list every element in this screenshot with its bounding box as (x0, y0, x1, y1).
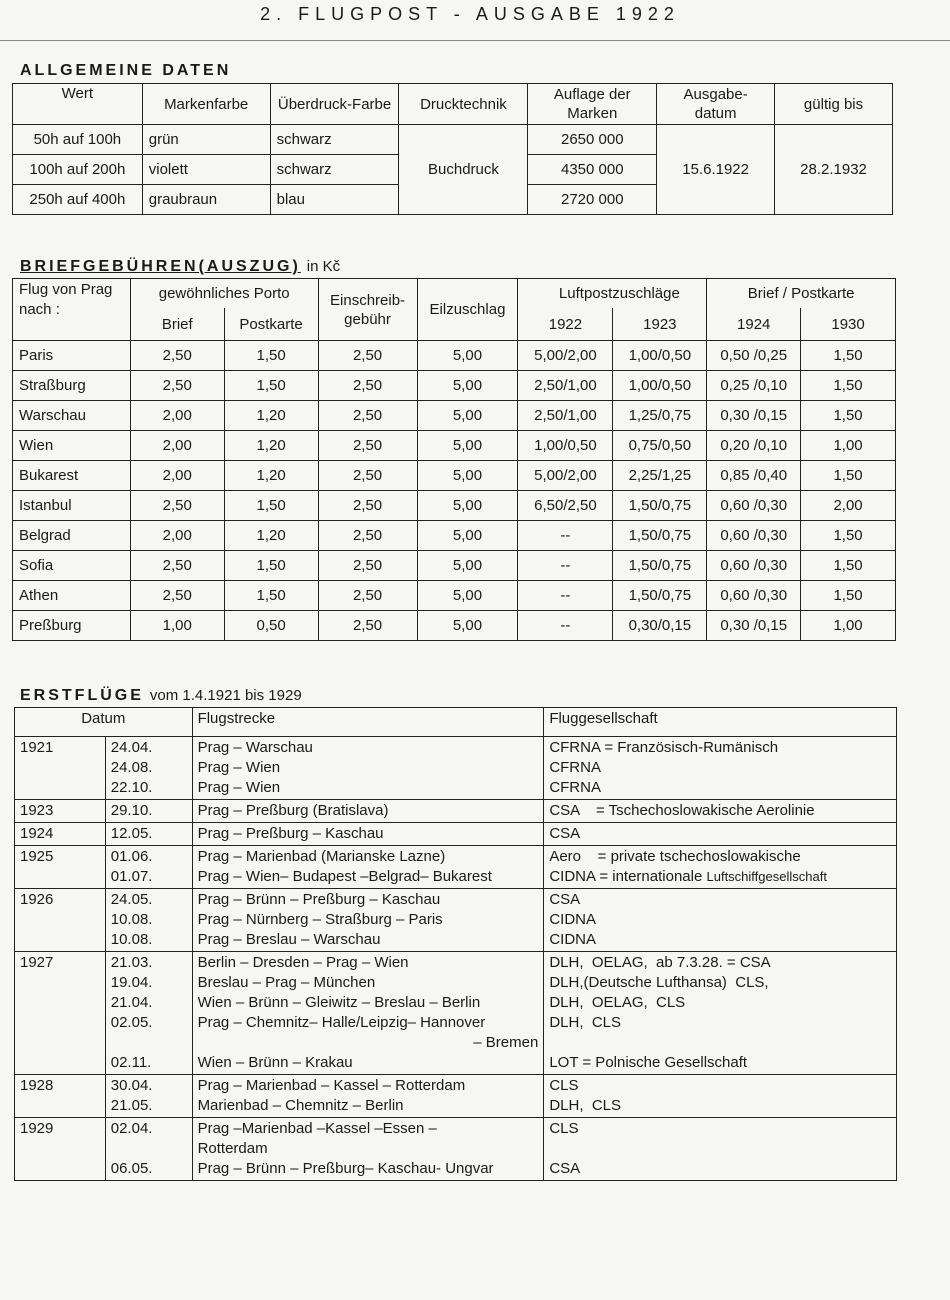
header-datum: Datum (15, 708, 193, 737)
table-row (15, 889, 897, 952)
line-item: 29.10. (110, 802, 153, 819)
cell-value: 5,00 (417, 521, 518, 551)
cell-dates (105, 846, 192, 889)
line-item: 30.04. (110, 1077, 153, 1094)
line-item (549, 1139, 891, 1159)
header-einschreib: Einschreib-gebühr (318, 279, 417, 341)
line-item: 19.04. (110, 974, 153, 991)
cell-value: 6,50/2,50 (518, 491, 613, 521)
cell-destination: Sofia (13, 551, 131, 581)
line-item: 02.11. (110, 1054, 152, 1071)
cell-destination: Bukarest (13, 461, 131, 491)
postage-table (12, 278, 896, 641)
cell-value: -- (518, 521, 613, 551)
cell-value: 2,50 (318, 551, 417, 581)
section-title-erst-text: ERSTFLÜGE (20, 687, 144, 704)
cell-dates (105, 737, 192, 800)
cell-value: 5,00 (417, 461, 518, 491)
cell-value: 1,50 (801, 341, 896, 371)
table-row (15, 952, 897, 1075)
header-gueltig: gültig bis (775, 84, 893, 125)
header-brief-postkarte: Brief / Postkarte (707, 279, 896, 309)
line-item: CSA (549, 891, 581, 908)
table-row (15, 1075, 897, 1118)
cell-value: 0,60 /0,30 (707, 521, 801, 551)
table-row (15, 737, 897, 800)
table-row (13, 341, 896, 371)
line-item: Prag – Breslau – Warschau (197, 931, 381, 948)
line-item: 24.08. (110, 759, 153, 776)
cell-gueltig: 28.2.1932 (775, 125, 893, 215)
cell-value: 5,00/2,00 (518, 341, 613, 371)
cell-routes (192, 846, 544, 889)
first-flight-rows (15, 737, 897, 1181)
table-row (13, 125, 893, 155)
cell-value: 1,50 (224, 551, 318, 581)
cell-value: 5,00 (417, 371, 518, 401)
section-title-erst (20, 687, 302, 705)
line-item: 06.05. (110, 1160, 153, 1177)
line-item: CFRNA (549, 759, 601, 776)
cell-value: 0,60 /0,30 (707, 581, 801, 611)
cell-value: 1,50 (801, 371, 896, 401)
cell-value: 2,50 (318, 611, 417, 641)
cell-destination: Warschau (13, 401, 131, 431)
line-item: DLH,(Deutsche Lufthansa) CLS, (549, 974, 769, 991)
cell-wert: 50h auf 100h (13, 125, 143, 155)
cell-dates (105, 952, 192, 1075)
cell-auflage: 4350 000 (528, 155, 657, 185)
cell-airlines (544, 1075, 897, 1118)
cell-value: 1,20 (224, 431, 318, 461)
cell-dates (105, 800, 192, 823)
cell-destination: Istanbul (13, 491, 131, 521)
line-item: DLH, OELAG, CLS (549, 994, 686, 1011)
cell-value: 0,85 /0,40 (707, 461, 801, 491)
cell-value: 2,50 (130, 491, 224, 521)
cell-value: 0,30/0,15 (613, 611, 707, 641)
section-title-brief-text: BRIEFGEBÜHREN(AUSZUG) (20, 258, 301, 275)
line-item: Marienbad – Chemnitz – Berlin (197, 1097, 404, 1114)
cell-value: 0,75/0,50 (613, 431, 707, 461)
line-item: Berlin – Dresden – Prag – Wien (197, 954, 409, 971)
cell-value: 1,50 (801, 461, 896, 491)
table-row (13, 611, 896, 641)
line-item: 21.05. (110, 1097, 153, 1114)
header-year: 1924 (707, 308, 801, 341)
line-item: Prag – Wien– Budapest –Belgrad– Bukarest (197, 868, 492, 885)
line-item: CSA = Tschechoslowakische Aerolinie (549, 802, 815, 819)
header-ausgabedatum: Ausgabe-datum (657, 84, 775, 125)
cell-value: 1,50/0,75 (613, 521, 707, 551)
section-title-erst-range: vom 1.4.1921 bis 1929 (149, 687, 302, 704)
cell-value: 2,50 (130, 371, 224, 401)
header-year: 1923 (613, 308, 707, 341)
general-data-table (12, 83, 893, 215)
header-year: 1930 (801, 308, 896, 341)
section-title-brief (20, 258, 340, 276)
line-item: 01.07. (110, 868, 153, 885)
cell-value: 5,00 (417, 491, 518, 521)
line-item: 24.04. (110, 739, 153, 756)
cell-value: 1,50 (224, 491, 318, 521)
line-item: CIDNA (549, 931, 596, 948)
cell-routes (192, 737, 544, 800)
table-row (15, 823, 897, 846)
line-item: 02.05. (110, 1014, 153, 1031)
cell-destination: Wien (13, 431, 131, 461)
cell-destination: Paris (13, 341, 131, 371)
cell-airlines (544, 846, 897, 889)
line-item: DLH, CLS (549, 1014, 622, 1031)
cell-value: 2,00 (130, 401, 224, 431)
cell-value: 2,50 (318, 431, 417, 461)
cell-value: 2,50 (318, 341, 417, 371)
cell-value: 2,00 (130, 461, 224, 491)
cell-year: 1923 (15, 800, 106, 823)
cell-value: 0,20 /0,10 (707, 431, 801, 461)
cell-ueberdruck: blau (270, 185, 399, 215)
header-drucktechnik: Drucktechnik (399, 84, 528, 125)
table-row (13, 431, 896, 461)
page-title: 2. FLUGPOST - AUSGABE 1922 (260, 4, 680, 24)
cell-routes (192, 1075, 544, 1118)
line-item: Aero = private tschechoslowakische (549, 848, 801, 865)
cell-value: -- (518, 581, 613, 611)
header-brief: Brief (130, 308, 224, 341)
cell-value: 1,50/0,75 (613, 551, 707, 581)
cell-wert: 100h auf 200h (13, 155, 143, 185)
line-item: 21.03. (110, 954, 153, 971)
cell-value: 2,00 (130, 521, 224, 551)
cell-routes (192, 1118, 544, 1181)
line-item: Prag – Nürnberg – Straßburg – Paris (197, 911, 443, 928)
line-item: Prag – Chemnitz– Halle/Leipzig– Hannover (197, 1014, 486, 1031)
cell-value: 0,30 /0,15 (707, 401, 801, 431)
cell-drucktechnik: Buchdruck (399, 125, 528, 215)
cell-airlines (544, 737, 897, 800)
cell-destination: Straßburg (13, 371, 131, 401)
cell-airlines (544, 889, 897, 952)
line-item: Prag – Marienbad – Kassel – Rotterdam (197, 1077, 466, 1094)
cell-destination: Preßburg (13, 611, 131, 641)
cell-value: 1,50 (224, 581, 318, 611)
section-title-allgemeine: ALLGEMEINE DATEN (20, 62, 232, 79)
line-item: Breslau – Prag – München (197, 974, 376, 991)
cell-auflage: 2720 000 (528, 185, 657, 215)
cell-value: 1,50 (224, 371, 318, 401)
line-item: Prag – Wien (197, 779, 281, 796)
line-item: Prag – Brünn – Preßburg – Kaschau (197, 891, 441, 908)
cell-value: 5,00/2,00 (518, 461, 613, 491)
cell-value: 5,00 (417, 581, 518, 611)
cell-value: 2,50 (318, 521, 417, 551)
line-item: 24.05. (110, 891, 153, 908)
line-item: Prag – Marienbad (Marianske Lazne) (197, 848, 446, 865)
cell-auflage: 2650 000 (528, 125, 657, 155)
cell-value: 1,50 (801, 551, 896, 581)
cell-value: 2,00 (801, 491, 896, 521)
first-flights-table (14, 707, 897, 1181)
cell-destination: Athen (13, 581, 131, 611)
cell-year: 1928 (15, 1075, 106, 1118)
header-luft: Luftpostzuschläge (518, 279, 707, 309)
line-item: Wien – Brünn – Gleiwitz – Breslau – Berlin (197, 994, 481, 1011)
cell-value: 0,25 /0,10 (707, 371, 801, 401)
cell-value: 0,60 /0,30 (707, 551, 801, 581)
cell-dates (105, 1118, 192, 1181)
line-item: Wien – Brünn – Krakau (197, 1054, 353, 1071)
cell-routes (192, 800, 544, 823)
cell-airlines (544, 823, 897, 846)
cell-value: 1,20 (224, 521, 318, 551)
cell-value: 2,50 (130, 551, 224, 581)
cell-value: 5,00 (417, 611, 518, 641)
line-item: CFRNA = Französisch-Rumänisch (549, 739, 779, 756)
cell-year: 1926 (15, 889, 106, 952)
table-row (13, 551, 896, 581)
line-item: CSA (549, 825, 581, 842)
cell-value: 1,00/0,50 (613, 341, 707, 371)
line-item: 22.10. (110, 779, 153, 796)
cell-dates (105, 823, 192, 846)
cell-value: 1,00 (801, 611, 896, 641)
cell-value: 2,50/1,00 (518, 371, 613, 401)
table-row (15, 1118, 897, 1181)
cell-wert: 250h auf 400h (13, 185, 143, 215)
cell-destination: Belgrad (13, 521, 131, 551)
cell-routes (192, 889, 544, 952)
postage-rows (13, 341, 896, 641)
cell-ueberdruck: schwarz (270, 155, 399, 185)
cell-value: 5,00 (417, 341, 518, 371)
cell-value: 2,50 (318, 371, 417, 401)
cell-value: 0,50 (224, 611, 318, 641)
header-strecke: Flugstrecke (192, 708, 544, 737)
table-header-row (15, 708, 897, 737)
cell-value: -- (518, 551, 613, 581)
table-row (13, 521, 896, 551)
cell-farbe: graubraun (142, 185, 270, 215)
line-item: CLS (549, 1120, 579, 1137)
header-auflage: Auflage der Marken (528, 84, 657, 125)
cell-airlines (544, 1118, 897, 1181)
divider (0, 40, 950, 41)
cell-value: -- (518, 611, 613, 641)
cell-value: 5,00 (417, 401, 518, 431)
cell-routes (192, 823, 544, 846)
cell-value: 1,00 (130, 611, 224, 641)
line-item: DLH, OELAG, ab 7.3.28. = CSA (549, 954, 771, 971)
cell-year: 1924 (15, 823, 106, 846)
cell-value: 1,50 (224, 341, 318, 371)
cell-value: 0,50 /0,25 (707, 341, 801, 371)
cell-value: 5,00 (417, 551, 518, 581)
line-item: 21.04. (110, 994, 153, 1011)
table-row (15, 846, 897, 889)
cell-farbe: grün (142, 125, 270, 155)
cell-value: 2,00 (130, 431, 224, 461)
cell-year: 1929 (15, 1118, 106, 1181)
header-year: 1922 (518, 308, 613, 341)
cell-ueberdruck: schwarz (270, 125, 399, 155)
cell-value: 2,50/1,00 (518, 401, 613, 431)
cell-year: 1921 (15, 737, 106, 800)
cell-ausgabedatum: 15.6.1922 (657, 125, 775, 215)
line-item: LOT = Polnische Gesellschaft (549, 1054, 748, 1071)
line-item: Prag – Brünn – Preßburg– Kaschau- Ungvar (197, 1160, 494, 1177)
line-item: 10.08. (110, 911, 153, 928)
header-eil: Eilzuschlag (417, 279, 518, 341)
line-item: Prag – Preßburg – Kaschau (197, 825, 384, 842)
table-header-row (13, 279, 896, 309)
cell-year: 1925 (15, 846, 106, 889)
cell-value: 2,50 (318, 461, 417, 491)
header-gesellschaft: Fluggesellschaft (544, 708, 897, 737)
cell-routes (192, 952, 544, 1075)
table-row (13, 401, 896, 431)
line-item: Prag – Preßburg (Bratislava) (197, 802, 389, 819)
line-item: CSA (549, 1160, 581, 1177)
line-item: DLH, CLS (549, 1097, 622, 1114)
cell-value: 2,50 (318, 401, 417, 431)
cell-value: 2,50 (318, 491, 417, 521)
header-wert: Wert (13, 84, 143, 125)
table-row (13, 461, 896, 491)
line-item: 02.04. (110, 1120, 153, 1137)
cell-value: 1,50 (801, 521, 896, 551)
table-header-row (13, 84, 893, 125)
line-item: Prag –Marienbad –Kassel –Essen – (197, 1120, 437, 1137)
line-item: CIDNA (549, 911, 596, 928)
line-item: Rotterdam (197, 1140, 268, 1157)
cell-value: 1,50 (801, 581, 896, 611)
cell-value: 2,50 (130, 581, 224, 611)
cell-value: 1,20 (224, 461, 318, 491)
line-item: CLS (549, 1077, 579, 1094)
airline-text: CIDNA = internationale (549, 868, 703, 885)
header-ueberdruck: Überdruck-Farbe (270, 84, 399, 125)
line-item: Prag – Wien (197, 759, 281, 776)
cell-dates (105, 889, 192, 952)
line-item: 01.06. (110, 848, 153, 865)
cell-value: 1,00/0,50 (518, 431, 613, 461)
cell-value: 0,60 /0,30 (707, 491, 801, 521)
line-item: CFRNA (549, 779, 601, 796)
cell-value: 2,25/1,25 (613, 461, 707, 491)
airline-note: Luftschiffgesellschaft (706, 869, 827, 884)
section-title-brief-unit: in Kč (306, 258, 341, 275)
cell-value: 1,00 (801, 431, 896, 461)
header-porto: gewöhnliches Porto (130, 279, 318, 309)
cell-value: 1,50/0,75 (613, 581, 707, 611)
line-item: 10.08. (110, 931, 153, 948)
table-row (13, 491, 896, 521)
line-item: Prag – Warschau (197, 739, 313, 756)
cell-value: 1,50 (801, 401, 896, 431)
cell-value: 1,50/0,75 (613, 491, 707, 521)
cell-value: 2,50 (318, 581, 417, 611)
cell-value: 1,25/0,75 (613, 401, 707, 431)
cell-farbe: violett (142, 155, 270, 185)
line-item (549, 1033, 891, 1053)
header-postkarte: Postkarte (224, 308, 318, 341)
table-row (13, 371, 896, 401)
cell-value: 1,20 (224, 401, 318, 431)
cell-airlines (544, 800, 897, 823)
cell-value: 1,00/0,50 (613, 371, 707, 401)
line-item: 12.05. (110, 825, 153, 842)
line-item: – Bremen (473, 1034, 539, 1051)
cell-airlines (544, 952, 897, 1075)
line-item (549, 867, 891, 887)
line-item (111, 1139, 187, 1159)
cell-dates (105, 1075, 192, 1118)
table-row (15, 800, 897, 823)
cell-value: 0,30 /0,15 (707, 611, 801, 641)
cell-year: 1927 (15, 952, 106, 1075)
cell-value: 2,50 (130, 341, 224, 371)
header-markenfarbe: Markenfarbe (142, 84, 270, 125)
header-flug: Flug von Prag nach : (13, 279, 131, 341)
table-row (13, 581, 896, 611)
line-item (111, 1033, 187, 1053)
cell-value: 5,00 (417, 431, 518, 461)
